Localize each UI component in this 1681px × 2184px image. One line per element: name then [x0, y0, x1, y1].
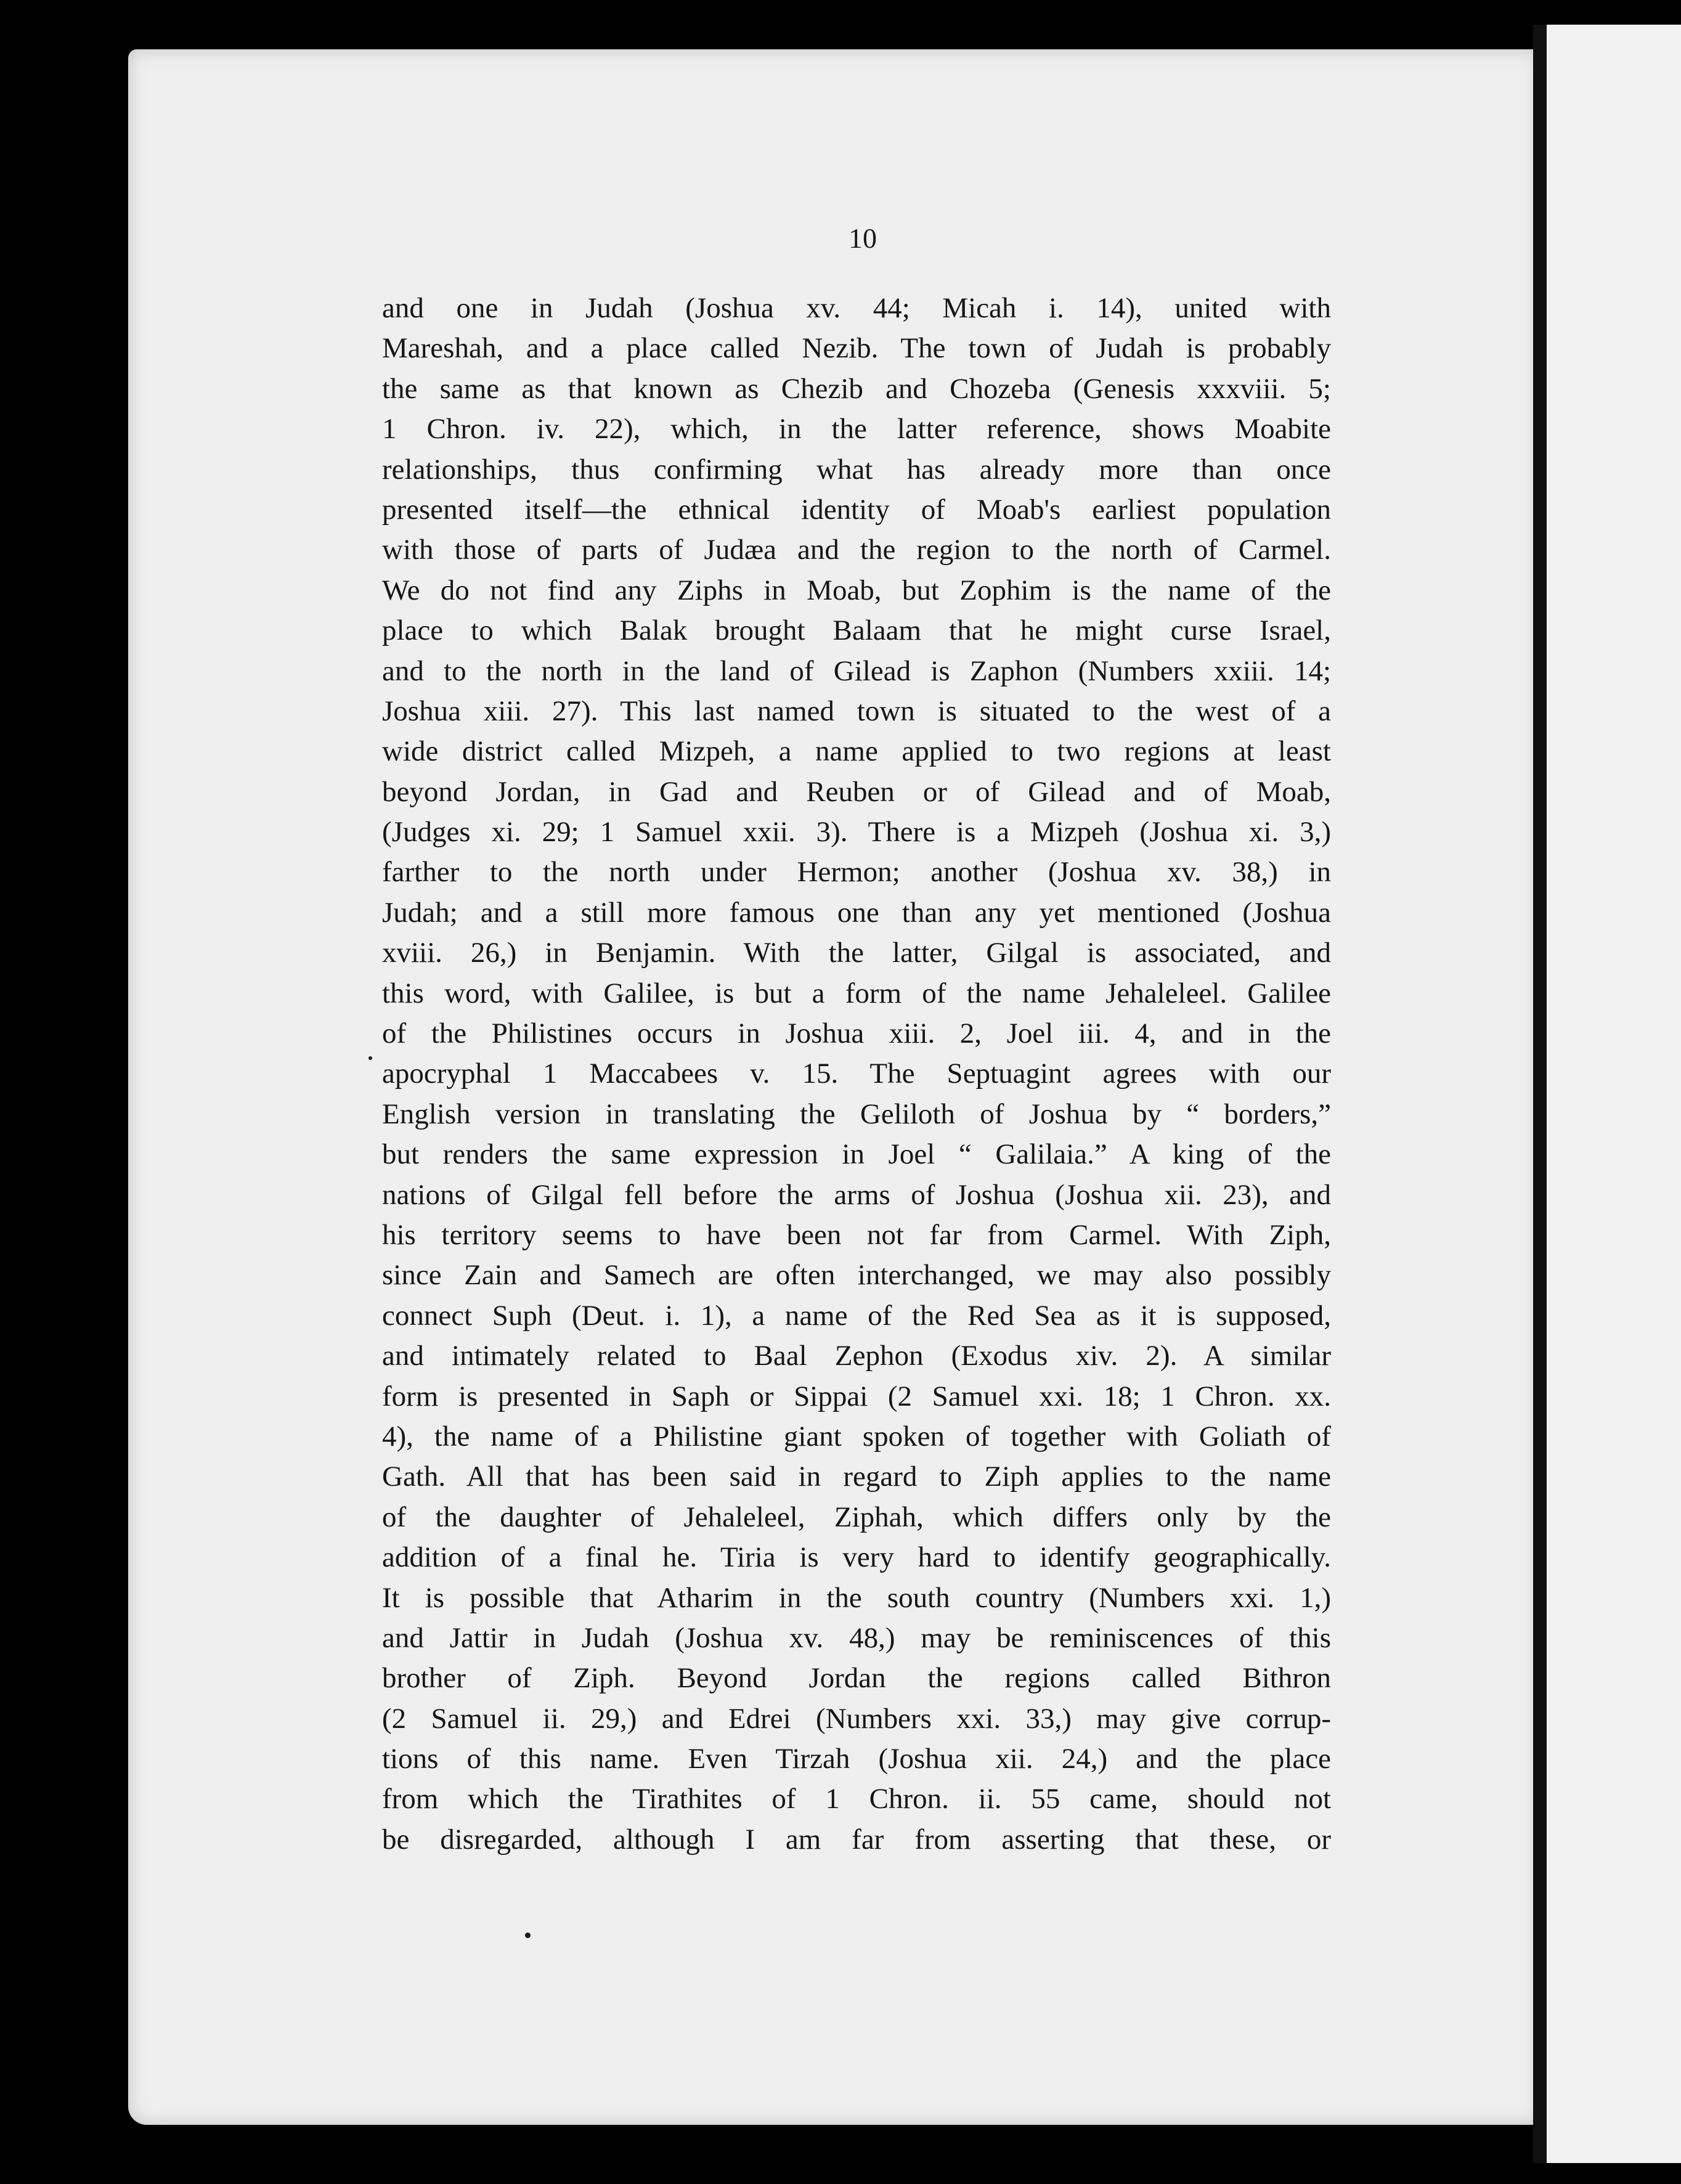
text-line: 1 Chron. iv. 22), which, in the latter reference, shows Moabite	[382, 413, 1331, 446]
text-line: presented itself—the ethnical identity of Moab's earliest population	[382, 493, 1331, 526]
text-line: nations of Gilgal fell before the arms of Joshua (Joshua xii. 23), and	[382, 1178, 1331, 1211]
text-line: Gath. All that has been said in regard to Ziph applies to the name	[382, 1461, 1331, 1493]
text-line: wide district called Mizpeh, a name applied to two regions at least	[382, 735, 1331, 768]
text-line: be disregarded, although I am far from asserting that these, or	[382, 1823, 1331, 1856]
text-line: relationships, thus confirming what has already more than once	[382, 453, 1331, 486]
adjacent-page-edge	[1541, 25, 1681, 2163]
text-line: English version in translating the Geliloth of Joshua by “ borders,”	[382, 1098, 1331, 1130]
text-line: xviii. 26,) in Benjamin. With the latter, Gilgal is associated, and	[382, 937, 1331, 969]
text-line: since Zain and Samech are often interchanged, we may also possibly	[382, 1259, 1331, 1292]
page-binding-shadow	[1533, 25, 1547, 2163]
text-line: (2 Samuel ii. 29,) and Edrei (Numbers xxi. 33,) may give corrup-	[382, 1702, 1331, 1735]
text-line: farther to the north under Hermon; another (Joshua xv. 38,) in	[382, 856, 1331, 889]
text-line: Mareshah, and a place called Nezib. The town of Judah is probably	[382, 332, 1331, 365]
text-line: and to the north in the land of Gilead is Zaphon (Numbers xxiii. 14;	[382, 654, 1331, 687]
text-line: and Jattir in Judah (Joshua xv. 48,) may be reminiscences of this	[382, 1621, 1331, 1654]
text-line: addition of a final he. Tiria is very hard to identify geographically.	[382, 1541, 1331, 1574]
text-line: (Judges xi. 29; 1 Samuel xxii. 3). There is a Mizpeh (Joshua xi. 3,)	[382, 816, 1331, 849]
text-line: the same as that known as Chezib and Chozeba (Genesis xxxviii. 5;	[382, 372, 1331, 405]
text-line: place to which Balak brought Balaam that he might curse Israel,	[382, 614, 1331, 647]
text-line: apocryphal 1 Maccabees v. 15. The Septuagint agrees with our	[382, 1057, 1331, 1090]
text-line: form is presented in Saph or Sippai (2 Samuel xxi. 18; 1 Chron. xx.	[382, 1380, 1331, 1412]
text-line: and intimately related to Baal Zephon (Exodus xiv. 2). A similar	[382, 1340, 1331, 1372]
text-line: connect Suph (Deut. i. 1), a name of the Red Sea as it is supposed,	[382, 1299, 1331, 1332]
text-line: of the daughter of Jehaleleel, Ziphah, which differs only by the	[382, 1501, 1331, 1533]
text-line: his territory seems to have been not far from Carmel. With Ziph,	[382, 1218, 1331, 1251]
text-line: tions of this name. Even Tirzah (Joshua xii. 24,) and the place	[382, 1743, 1331, 1775]
body-text	[382, 288, 1331, 1860]
text-line: this word, with Galilee, is but a form of the name Jehaleleel. Galilee	[382, 977, 1331, 1009]
text-line: beyond Jordan, in Gad and Reuben or of Gilead and of Moab,	[382, 775, 1331, 808]
text-line: and one in Judah (Joshua xv. 44; Micah i. 14), united with	[382, 292, 1331, 324]
ink-speck	[525, 1933, 531, 1938]
text-line: of the Philistines occurs in Joshua xiii. 2, Joel iii. 4, and in the	[382, 1017, 1331, 1050]
page-number: 10	[849, 222, 877, 254]
text-line: from which the Tirathites of 1 Chron. ii. 55 came, should not	[382, 1783, 1331, 1815]
text-line: It is possible that Atharim in the south country (Numbers xxi. 1,)	[382, 1581, 1331, 1614]
text-line: 4), the name of a Philistine giant spoken of together with Goliath of	[382, 1420, 1331, 1453]
text-line: We do not find any Ziphs in Moab, but Zophim is the name of the	[382, 574, 1331, 606]
text-line: Joshua xiii. 27). This last named town is situated to the west of a	[382, 695, 1331, 727]
text-line: brother of Ziph. Beyond Jordan the regions called Bithron	[382, 1662, 1331, 1695]
text-line: with those of parts of Judæa and the region to the north of Carmel.	[382, 534, 1331, 566]
text-line: Judah; and a still more famous one than any yet mentioned (Joshua	[382, 896, 1331, 929]
text-line: but renders the same expression in Joel “ Galilaia.” A king of the	[382, 1138, 1331, 1171]
ink-speck	[368, 1056, 372, 1060]
